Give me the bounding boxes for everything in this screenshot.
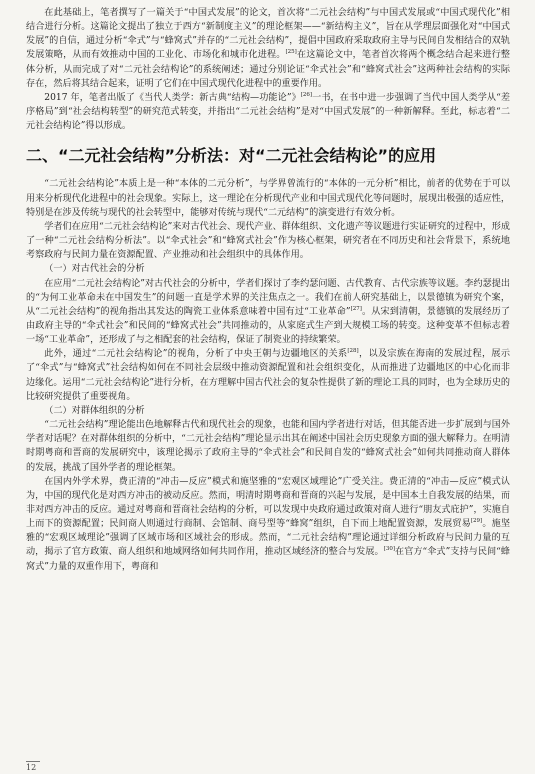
citation-superscript: [29] xyxy=(470,518,483,525)
subsection-heading: （二）对群体组织的分析 xyxy=(44,405,145,416)
body-paragraph: 在此基础上，笔者撰写了一篇关于“中国式发展”的论文，首次将“二元社会结构”与中国式发展或“中国式现代化”相结合进行分析。这篇论文提出了独立于西方“新制度主义”的理论框架——“新结构主义”，旨在从学理层面强化对“中国式发展”的自信，通过分析“伞式”与“蜂窝式”并存的“二元社会结构”，提倡中国政府采取政府主导与民间自发相结合的双轨发展策略，从而有效推动中国的工业化、市场化和城市化进程。[25]在这篇论文中，笔者首次将两个概念结合起来进行整体分析，从而完成了对“二元社会结构论”的系统阐述；通过分别论证“伞式社会”和“蜂窝式社会”这两种社会结构的实际存在，然后将其结合起来，证明了它们在中国式现代化进程中的重要作用。 xyxy=(26,8,511,89)
body-paragraph: 学者们在应用“二元社会结构论”来对古代社会、现代产业、群体组织、文化遗产等议题进行实证研究的过程中，形成了一种“二元社会结构分析法”。以“伞式社会”和“蜂窝式社会”作为核心框架，研究者在不同历史和社会背景下，系统地考察政府与民间力量在资源配置、产业推动和社会组织中的具体作用。 xyxy=(26,221,510,261)
folio-rule xyxy=(26,761,40,762)
citation-superscript: [27] xyxy=(350,305,362,312)
body-paragraph: 在应用“二元社会结构论”对古代社会的分析中，学者们探讨了李约瑟问题、古代教育、古代宗族等议题。李约瑟提出的“为何工业革命未在中国发生”的问题一直是学术界的关注焦点之一。我们在前人研究基础上，以景德镇为研究个案，从“二元社会结构”的视角指出其发达的陶瓷工业体系意味着中国有过“工业革命”[27]。从宋到清朝，景德镇的发展经历了由政府主导的“伞式社会”和民间的“蜂窝式社会”共同推动的，从家庭式生产到大规模工场的转变。这种变革不但标志着一场“工业革命”，还形成了与之相配套的社会结构，保证了制瓷业的持续繁荣。 xyxy=(26,278,510,346)
citation-superscript: [30] xyxy=(383,546,395,553)
citation-superscript: [28] xyxy=(347,348,359,355)
section-heading: 二、“二元社会结构”分析法：对“二元社会结构论”的应用 xyxy=(26,146,437,166)
intro-section xyxy=(26,6,510,133)
citation-superscript: [26] xyxy=(300,91,313,98)
body-paragraph: “二元社会结构”理论能出色地解释古代和现代社会的现象，也能和国内学者进行对话，但其能否进一步扩展到与国外学者对话呢？在对群体组织的分析中，“二元社会结构”理论显示出其在阐述中国社会历史现象方面的强大解释力。在明清时期粤商和晋商的发展研究中，该理论揭示了政府主导的“伞式社会”和民间自发的“蜂窝式社会”如何共同推动商人群体的发展，挑战了国外学者的理论框架。 xyxy=(26,420,510,473)
subsection-heading: （一）对古代社会的分析 xyxy=(44,264,145,275)
body-paragraph: 此外，通过“二元社会结构论”的视角，分析了中央王朝与边疆地区的关系[28]，以及宗族在海南的发展过程，展示了“伞式”与“蜂窝式”社会结构如何在不同社会层级中推动资源配置和社会组织变化，从而推进了边疆地区的中心化而非边缘化。运用“二元社会结构论”进行分析，在方理解中国古代社会的复杂性提供了新的理论工具的同时，也为全球历史的比较研究提供了重要视角。 xyxy=(26,348,510,402)
body-paragraph: “二元社会结构论”本质上是一种“本体的二元分析”，与学界曾流行的“本体的一元分析”相比，前者的优势在于可以用来分析现代化进程中的社会现象。实际上，这一理论在分析现代产业和中国式现代化等问题时，展现出极强的适应性，特别是在涉及传统与现代的社会转型中，能够对传统与现代“二元结构”的演变进行有效分析。 xyxy=(26,179,510,218)
citation-superscript: [25] xyxy=(285,49,297,56)
body-paragraph: 在国内外学术界，费正清的“冲击—反应”模式和施坚雅的“宏观区域理论”广受关注。费正清的“冲击—反应”模式认为，中国的现代化是对西方冲击的被动反应。然而，明清时期粤商和晋商的兴起与发展，是中国本土自我发展的结果，而非对西方冲击的反应。通过对粤商和晋商社会结构的分析，可以发现中央政府通过政策对商人进行“朋友式庇护”，实施自上而下的资源配置；民间商人则通过行商制、会馆制、商号型等“蜂窝”组织，自下而上地配置资源，发展贸易[29]。施坚雅的“宏观区域理论”强调了区域市场和区域社会的形成。然而，“二元社会结构”理论通过详细分析政府与民间力量的互动，揭示了官方政策、商人组织和地域网络如何共同作用，推动区域经济的整合与发展。[30]在官方“伞式”支持与民间“蜂窝式”力量的双重作用下，粤商和 xyxy=(26,476,511,572)
body-paragraph: 2017 年，笔者出版了《当代人类学：新古典“结构—功能论”》[26]一书，在书中进一步强调了当代中国人类学从“差序格局”到“社会结构转型”的研究范式转变，并指出“二元社会结构”是对“中国式发展”的一种新解释。至此，标志着“二元社会结构论”得以形成。 xyxy=(26,91,510,132)
page-number: 12 xyxy=(26,763,37,772)
main-section xyxy=(26,177,510,573)
